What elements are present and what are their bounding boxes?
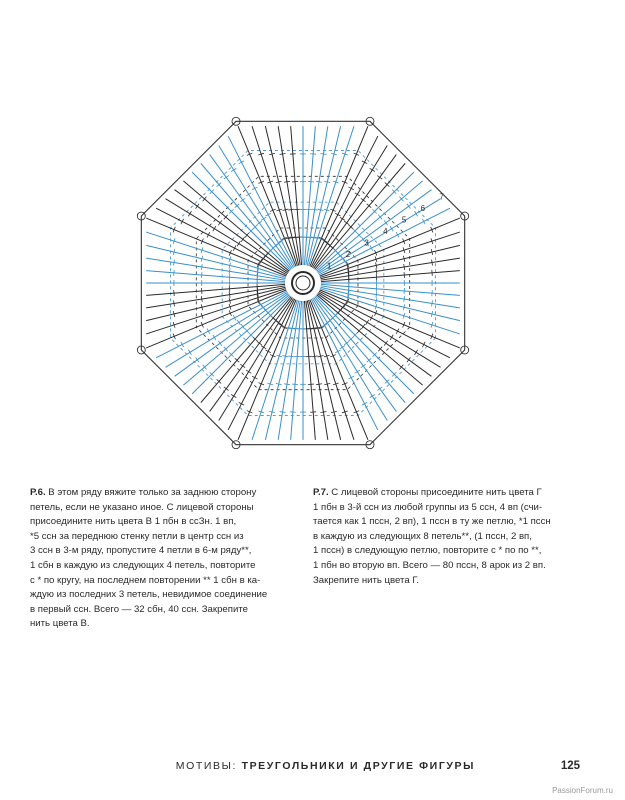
chart-stitch-tick <box>229 268 230 274</box>
chart-row-number: 3 <box>364 238 369 248</box>
chart-row-number: 1 <box>326 261 332 271</box>
chart-stitch-line <box>146 271 285 282</box>
chart-stitch-tick <box>280 412 286 413</box>
chart-stitch-tick <box>257 221 262 225</box>
chart-stitch-tick <box>229 292 230 298</box>
chart-stitch-tick <box>377 176 382 180</box>
chart-stitch-tick <box>257 341 262 345</box>
footer-section-label: МОТИВЫ: <box>175 760 238 772</box>
chart-stitch-line <box>278 126 300 265</box>
chart-stitch-line <box>320 290 460 348</box>
chart-row-number: 2 <box>345 249 351 259</box>
chart-stitch-tick <box>316 181 322 182</box>
chart-stitch-tick <box>328 319 333 323</box>
chart-stitch-tick <box>280 154 286 155</box>
chart-stitch-tick <box>174 300 175 306</box>
chart-stitch-tick <box>188 350 191 355</box>
chart-stitch-tick <box>344 221 349 225</box>
chart-stitch-tick <box>390 226 393 231</box>
chart-stitch-tick <box>261 217 266 220</box>
chart-stitch-tick <box>339 253 343 258</box>
chart-stitch-tick <box>218 341 222 346</box>
chart-stitch-tick <box>273 244 278 248</box>
chart-stitch-tick <box>312 209 318 210</box>
round-6-text: В этом ряду вяжите только за заднюю сторону петель, если не указано иное. С лицевой стороны присоедините нить цвета В 1 пбн в ссЗн. 1 вп, *5 ссн за переднюю стенку петли в центр ссн из 3 ссн в 3-м ряду, пропустите 4 петли в 6-м ряду**, 1 сбн в каждую из следующих 4 петель, повторите с * по кругу, на последнем повторении ** 1 сбн в ка- ждую из последних 3 петель, невидимое соединение в первый ссн. Всего — 32 сбн, 40 ссн. Закрепите нить цвета В. <box>30 487 268 630</box>
chart-stitch-tick <box>201 296 202 302</box>
chart-stitch-tick <box>341 305 344 310</box>
chart-stitch-tick <box>276 242 281 245</box>
chart-stitch-tick <box>376 292 377 298</box>
watermark: PassionForum.ru <box>552 786 613 795</box>
chart-stitch-line <box>238 300 296 440</box>
chart-stitch-tick <box>237 320 240 325</box>
chart-stitch-tick <box>240 198 245 202</box>
chart-stitch-tick <box>246 193 251 196</box>
chart-stitch-tick <box>366 320 369 325</box>
chart-stitch-tick <box>262 256 265 261</box>
chart-stitch-tick <box>432 300 433 306</box>
chart-stitch-tick <box>174 260 175 266</box>
chart-stitch-tick <box>376 268 377 274</box>
chart-stitch-line <box>321 286 460 308</box>
chart-stitch-tick <box>404 296 405 302</box>
chart-stitch-tick <box>325 242 330 245</box>
round-6-label: Р.6. <box>30 487 46 498</box>
page-footer <box>0 760 625 780</box>
chart-stitch-line <box>321 258 460 280</box>
chart-stitch-line <box>146 286 285 308</box>
chart-stitch-tick <box>320 154 326 155</box>
chart-stitch-line <box>278 301 300 440</box>
chart-stitch-tick <box>415 350 418 355</box>
chart-row-number: 7 <box>439 192 444 202</box>
chart-stitch-tick <box>355 193 360 196</box>
chart-stitch-tick <box>201 264 202 270</box>
chart-stitch-tick <box>432 260 433 266</box>
chart-stitch-line <box>320 218 460 276</box>
chart-stitch-tick <box>264 308 268 313</box>
chart-stitch-tick <box>231 395 236 398</box>
chart-stitch-tick <box>415 211 418 216</box>
chart-stitch-tick <box>370 168 375 171</box>
chart-row-number: 4 <box>383 226 388 236</box>
chart-stitch-tick <box>344 341 349 345</box>
chart-stitch-line <box>306 126 328 265</box>
chart-stitch-tick <box>320 412 326 413</box>
chart-stitch-tick <box>341 256 344 261</box>
chart-stitch-tick <box>407 357 411 362</box>
footer-chapter-title: ТРЕУГОЛЬНИКИ И ДРУГИЕ ФИГУРЫ <box>241 760 475 772</box>
chart-stitch-tick <box>407 204 411 209</box>
chart-row-number: 6 <box>420 203 426 213</box>
chart-stitch-tick <box>361 364 366 368</box>
chart-stitch-tick <box>237 241 240 246</box>
chart-stitch-tick <box>246 370 251 373</box>
chart-stitch-line <box>192 296 290 394</box>
chart-stitch-line <box>316 296 414 394</box>
chart-stitch-line <box>238 126 296 266</box>
chart-stitch-tick <box>196 204 200 209</box>
chart-stitch-tick <box>288 209 294 210</box>
chart-stitch-tick <box>384 220 388 225</box>
chart-stitch-tick <box>213 226 216 231</box>
chart-stitch-tick <box>224 176 229 180</box>
footer-running-title <box>176 760 475 772</box>
chart-stitch-tick <box>340 217 345 220</box>
chart-stitch-line <box>306 301 328 440</box>
chart-stitch-tick <box>188 211 191 216</box>
chart-stitch-tick <box>384 341 388 346</box>
chart-stitch-tick <box>355 370 360 373</box>
chart-row-number: 5 <box>401 215 407 225</box>
chart-stitch-line <box>310 300 368 440</box>
chart-stitch-tick <box>196 357 200 362</box>
chart-stitch-tick <box>404 264 405 270</box>
chart-stitch-tick <box>340 346 345 349</box>
chart-stitch-tick <box>224 387 229 391</box>
chart-stitch-tick <box>288 356 294 357</box>
chart-stitch-line <box>192 172 290 270</box>
chart-stitch-tick <box>261 346 266 349</box>
chart-stitch-line <box>291 126 302 265</box>
chart-stitch-tick <box>361 324 365 329</box>
chart-stitch-tick <box>276 321 281 324</box>
chart-stitch-line <box>310 126 368 266</box>
chart-stitch-tick <box>240 364 245 368</box>
chart-stitch-tick <box>213 335 216 340</box>
round-7-text: С лицевой стороны присоедините нить цвета Г 1 пбн в 3-й ссн из любой группы из 5 ссн, 4 вп (счи- тается как 1 пссн, 2 вп), 1 пссн в ту же петлю, *1 пссн в каждую из следующих 8 петель**, (1 пссн, 2 вп, 1 пссн) в следующую петлю, повторите с * по по **, 1 пбн во вторую вп. Всего — 80 пссн, 8 арок из 2 вп. Закрепите нить цвета Г. <box>313 487 551 586</box>
round-7-instructions <box>313 486 581 588</box>
chart-stitch-tick <box>262 305 265 310</box>
chart-stitch-tick <box>312 356 318 357</box>
chart-stitch-tick <box>361 198 366 202</box>
chart-stitch-tick <box>241 324 245 329</box>
chart-stitch-line <box>321 271 460 282</box>
chart-stitch-tick <box>390 335 393 340</box>
chart-stitch-line <box>146 258 285 280</box>
chart-stitch-line <box>304 126 315 265</box>
chart-stitch-tick <box>316 384 322 385</box>
round-6-instructions <box>30 486 292 632</box>
chart-stitch-tick <box>325 321 330 324</box>
page-number: 125 <box>560 760 580 772</box>
round-7-label: Р.7. <box>313 487 329 498</box>
chart-stitch-line <box>304 301 315 440</box>
chart-stitch-line <box>291 301 302 440</box>
chart-stitch-tick <box>218 220 222 225</box>
chart-stitch-tick <box>241 237 245 242</box>
chart-stitch-line <box>146 284 285 295</box>
chart-stitch-tick <box>377 387 382 391</box>
chart-stitch-line <box>146 218 286 276</box>
chart-stitch-tick <box>284 181 290 182</box>
chart-stitch-line <box>321 284 460 295</box>
chart-stitch-tick <box>284 384 290 385</box>
chart-stitch-tick <box>370 395 375 398</box>
chart-stitch-line <box>316 172 414 270</box>
chart-stitch-line <box>146 290 286 348</box>
chart-stitch-tick <box>231 168 236 171</box>
chart-center-ring <box>292 272 314 294</box>
